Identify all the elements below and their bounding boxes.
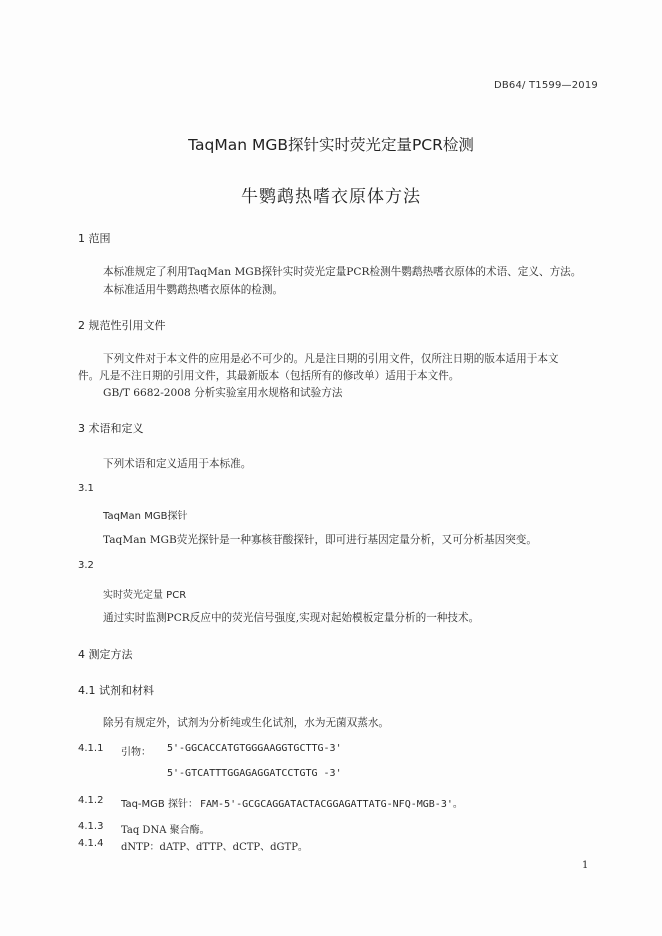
title-line-1: TaqMan MGB探针实时荧光定量PCR检测 xyxy=(188,136,474,154)
section-4-heading: 4 测定方法 xyxy=(78,648,133,661)
item-4-1-1-number: 4.1.1 xyxy=(78,743,104,754)
probe-sequence: FAM-5'-GCGCAGGATACTACGGAGATTATG-NFQ-MGB-3'。 xyxy=(200,799,463,810)
section-4-intro: 除另有规定外，试剂为分析纯或生化试剂，水为无菌双蒸水。 xyxy=(103,717,390,729)
normative-reference: GB/T 6682-2008 分析实验室用水规格和试验方法 xyxy=(103,387,343,399)
section-1-paragraph: 本标准规定了利用TaqMan MGB探针实时荧光定量PCR检测牛鹦鹉热嗜衣原体的术语、定义、方法。 xyxy=(103,266,582,278)
term-3-2-definition: 通过实时监测PCR反应中的荧光信号强度,实现对起始模板定量分析的一种技术。 xyxy=(103,612,480,624)
section-1-paragraph: 本标准适用牛鹦鹉热嗜衣原体的检测。 xyxy=(103,284,284,296)
page-number: 1 xyxy=(582,860,589,871)
section-2-heading: 2 规范性引用文件 xyxy=(78,319,166,332)
subsection-4-1-heading: 4.1 试剂和材料 xyxy=(78,684,154,697)
primer-sequence-reverse: 5'-GTCATTTGGAGAGGATCCTGTG -3' xyxy=(167,768,342,779)
section-1-heading: 1 范围 xyxy=(78,232,111,245)
term-3-1-definition: TaqMan MGB荧光探针是一种寡核苷酸探针，即可进行基因定量分析，又可分析基因突变。 xyxy=(103,534,537,546)
primer-sequence-forward: 5'-GGCACCATGTGGGAAGGTGCTTG-3' xyxy=(167,743,342,754)
item-4-1-4-number: 4.1.4 xyxy=(78,838,104,849)
section-2-paragraph: 件。凡是不注日期的引用文件，其最新版本（包括所有的修改单）适用于本文件。 xyxy=(78,370,460,382)
term-3-2-title: 实时荧光定量 PCR xyxy=(103,590,187,601)
title-line-2: 牛鹦鹉热嗜衣原体方法 xyxy=(241,187,421,207)
item-4-1-1-label: 引物： xyxy=(121,747,151,758)
item-4-1-3-number: 4.1.3 xyxy=(78,821,104,832)
term-3-2-number: 3.2 xyxy=(78,560,94,571)
section-2-paragraph: 下列文件对于本文件的应用是必不可少的。凡是注日期的引用文件，仅所注日期的版本适用于本文 xyxy=(103,353,559,365)
item-4-1-4-text: dNTP：dATP、dTTP、dCTP、dGTP。 xyxy=(121,842,308,853)
section-3-intro: 下列术语和定义适用于本标准。 xyxy=(103,458,252,470)
section-3-heading: 3 术语和定义 xyxy=(78,422,144,435)
standard-code: DB64/ T1599—2019 xyxy=(493,80,598,91)
term-3-1-title: TaqMan MGB探针 xyxy=(103,511,188,522)
item-4-1-2-label: Taq-MGB 探针： xyxy=(121,799,198,810)
term-3-1-number: 3.1 xyxy=(78,483,94,494)
item-4-1-3-text: Taq DNA 聚合酶。 xyxy=(121,825,210,836)
item-4-1-2-number: 4.1.2 xyxy=(78,795,104,806)
